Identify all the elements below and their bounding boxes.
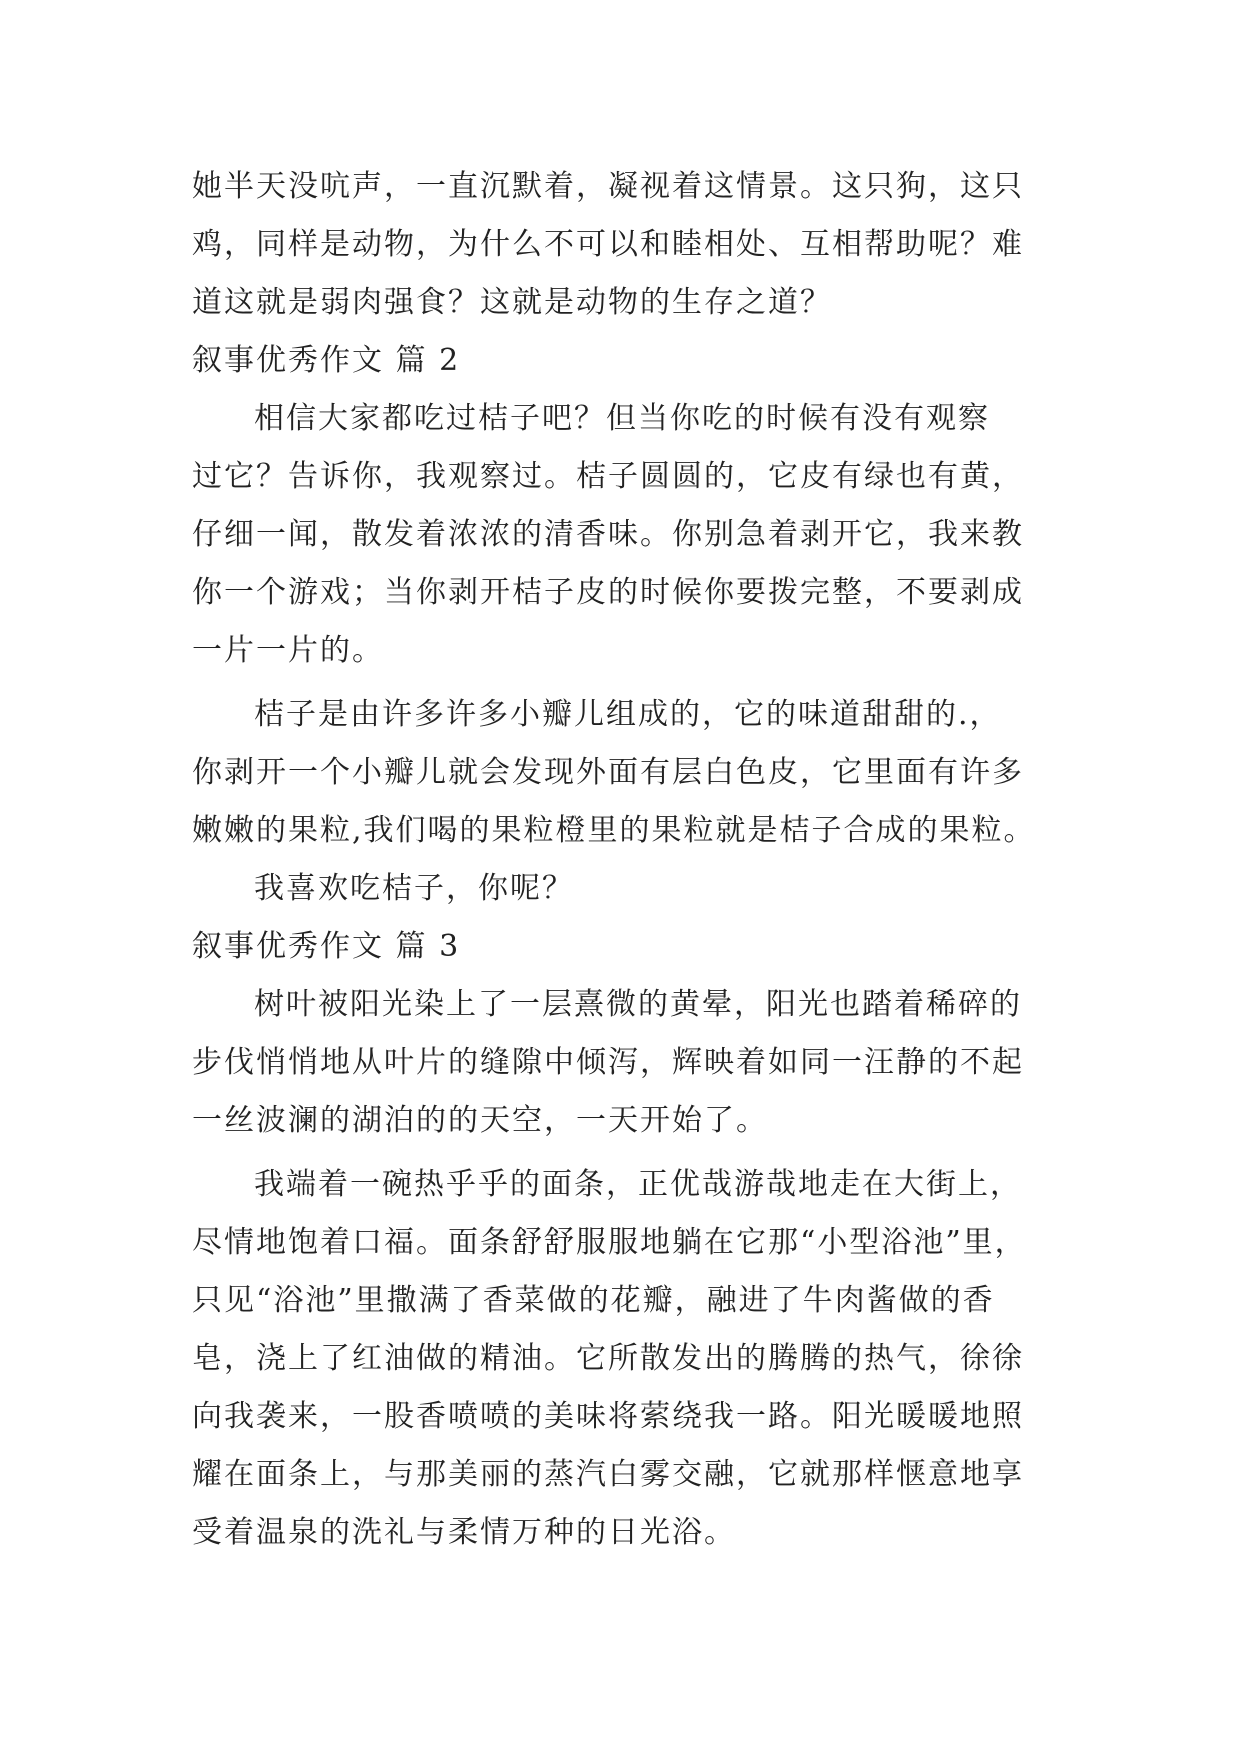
text-line: 尽情地饱着口福。面条舒舒服服地躺在它那“小型浴池”里， <box>192 1225 1027 1260</box>
section-heading-2: 叙事优秀作文 篇 2 <box>192 343 461 378</box>
paragraph-4 <box>192 860 1062 918</box>
text-line: 仔细一闻，散发着浓浓的清香味。你别急着剥开它，我来教 <box>192 517 1024 552</box>
text-line: 过它？告诉你，我观察过。桔子圆圆的，它皮有绿也有黄， <box>192 459 1024 494</box>
text-line: 你一个游戏；当你剥开桔子皮的时候你要拨完整，不要剥成 <box>192 575 1024 610</box>
text-line: 桔子是由许多许多小瓣儿组成的，它的味道甜甜的.， <box>254 697 1002 732</box>
text-line: 耀在面条上，与那美丽的蒸汽白雾交融，它就那样惬意地享 <box>192 1457 1024 1492</box>
section-heading-3: 叙事优秀作文 篇 3 <box>192 929 461 964</box>
text-line: 步伐悄悄地从叶片的缝隙中倾泻，辉映着如同一汪静的不起 <box>192 1045 1024 1080</box>
text-line: 相信大家都吃过桔子吧？但当你吃的时候有没有观察 <box>254 401 990 436</box>
text-line: 向我袭来，一股香喷喷的美味将萦绕我一路。阳光暖暖地照 <box>192 1399 1024 1434</box>
text-line: 她半天没吭声，一直沉默着，凝视着这情景。这只狗，这只 <box>192 169 1024 204</box>
text-line: 嫩嫩的果粒,我们喝的果粒橙里的果粒就是桔子合成的果粒。 <box>192 813 1036 848</box>
paragraph-3 <box>192 686 1062 860</box>
text-line: 受着温泉的洗礼与柔情万种的日光浴。 <box>192 1515 736 1550</box>
paragraph-2 <box>192 390 1062 680</box>
text-line: 鸡，同样是动物，为什么不可以和睦相处、互相帮助呢？难 <box>192 227 1024 262</box>
text-line: 你剥开一个小瓣儿就会发现外面有层白色皮，它里面有许多 <box>192 755 1024 790</box>
text-line: 一丝波澜的湖泊的的天空，一天开始了。 <box>192 1103 768 1138</box>
paragraph-6 <box>192 1156 1062 1562</box>
text-line: 只见“浴池”里撒满了香菜做的花瓣，融进了牛肉酱做的香 <box>192 1283 995 1318</box>
text-line: 一片一片的。 <box>192 633 384 668</box>
text-line: 皂，浇上了红油做的精油。它所散发出的腾腾的热气，徐徐 <box>192 1341 1024 1376</box>
document-body <box>192 158 1062 1562</box>
text-line: 我喜欢吃桔子，你呢？ <box>254 871 574 906</box>
text-line: 树叶被阳光染上了一层熹微的黄晕，阳光也踏着稀碎的 <box>254 987 1022 1022</box>
text-line: 道这就是弱肉强食？这就是动物的生存之道？ <box>192 285 832 320</box>
paragraph-1 <box>192 158 1062 332</box>
paragraph-5 <box>192 976 1062 1150</box>
text-line: 我端着一碗热乎乎的面条，正优哉游哉地走在大街上， <box>254 1167 1022 1202</box>
